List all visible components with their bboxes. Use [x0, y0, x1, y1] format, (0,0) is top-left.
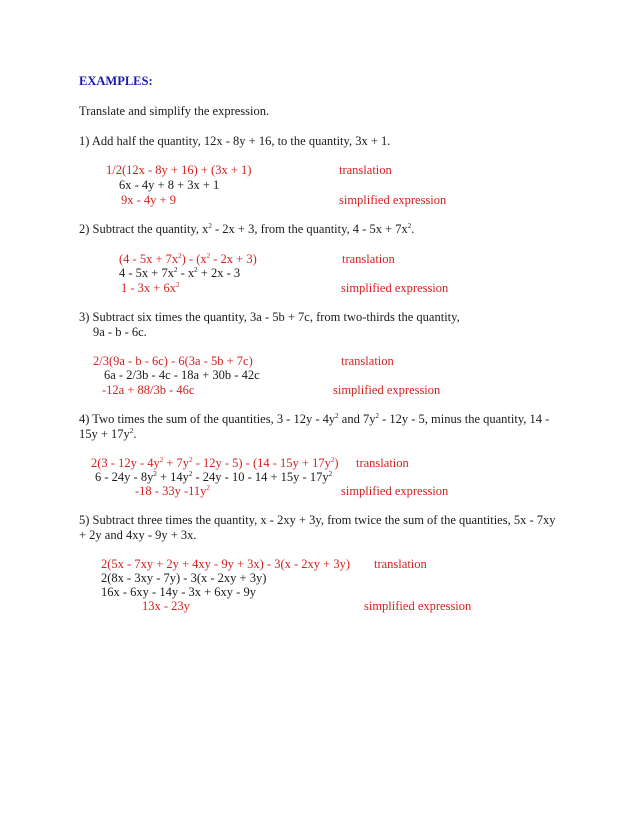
problem-5-simplified-label: simplified expression	[364, 599, 472, 613]
problem-2-simplified-label: simplified expression	[341, 281, 449, 295]
problem-2-translation: $(4 - 5x + 7x^2) - (x^2 - 2x + 3)$	[119, 252, 257, 266]
problem-1-result: 9x - 4y + 9	[121, 193, 176, 207]
problem-1-translation: 1/2(12x - 8y + 16) + (3x + 1)	[106, 163, 252, 177]
problem-3-question-cont: 9a - b - 6c.	[93, 325, 147, 339]
problem-5-translation-label: translation	[374, 557, 427, 571]
problem-4-translation: $2(3 - 12y - 4y^2 + 7y^2 - 12y - 5) - (14 - 15y + 17y^2)$	[91, 456, 339, 470]
problem-5-question: 5) Subtract three times the quantity, x - 2xy + 3y, from twice the sum of the quantities, 5x - 7xy	[79, 513, 556, 527]
problem-4-simplified-label: simplified expression	[341, 484, 449, 498]
problem-1-translation-label: translation	[339, 163, 392, 177]
problem-3-step: 6a - 2/3b - 4c - 18a + 30b - 42c	[104, 368, 260, 382]
problem-2-question: 2) Subtract the quantity, $x^2 - 2x + 3$, from the quantity, $4 - 5x + 7x^2$.	[79, 222, 415, 236]
problem-5-question-cont: + 2y and 4xy - 9y + 3x.	[79, 528, 197, 542]
problem-4-question-cont: $15y + 17y^2$.	[79, 427, 137, 441]
problem-1-question: 1) Add half the quantity, 12x - 8y + 16, to the quantity, 3x + 1.	[79, 134, 391, 148]
problem-2-step: $4 - 5x + 7x^2 - x^2 + 2x - 3$	[119, 266, 241, 280]
problem-5-step-1: 2(8x - 3xy - 7y) - 3(x - 2xy + 3y)	[101, 571, 267, 585]
problem-4-question: 4) Two times the sum of the quantities, $3 - 12y - 4y^2$ and $7y^2 - 12y - 5$, minus the quantity, 14 -	[79, 412, 550, 426]
problem-3-question: 3) Subtract six times the quantity, 3a - 5b + 7c, from two-thirds the quantity,	[79, 310, 460, 324]
problem-5-step-2: 16x - 6xy - 14y - 3x + 6xy - 9y	[101, 585, 256, 599]
problem-1-step: 6x - 4y + 8 + 3x + 1	[119, 178, 220, 192]
problem-3-translation: 2/3(9a - b - 6c) - 6(3a - 5b + 7c)	[93, 354, 253, 368]
problem-2-result: $1 - 3x + 6x^2$	[121, 281, 180, 295]
problem-3-result: -12a + 88/3b - 46c	[102, 383, 195, 397]
problem-3-simplified-label: simplified expression	[333, 383, 441, 397]
problem-5-translation: 2(5x - 7xy + 2y + 4xy - 9y + 3x) - 3(x - 2xy + 3y)	[101, 557, 350, 571]
instructions: Translate and simplify the expression.	[79, 104, 270, 118]
problem-3-translation-label: translation	[341, 354, 394, 368]
problem-4-translation-label: translation	[356, 456, 409, 470]
problem-4-step: $6 - 24y - 8y^2 + 14y^2 - 24y - 10 - 14 + 15y - 17y^2$	[95, 470, 333, 484]
problem-4-result: -18 - 33y $-11y^2$	[135, 484, 210, 498]
problem-1-simplified-label: simplified expression	[339, 193, 447, 207]
problem-5-result: 13x - 23y	[142, 599, 190, 613]
page-heading: EXAMPLES:	[79, 74, 153, 88]
problem-2-translation-label: translation	[342, 252, 395, 266]
